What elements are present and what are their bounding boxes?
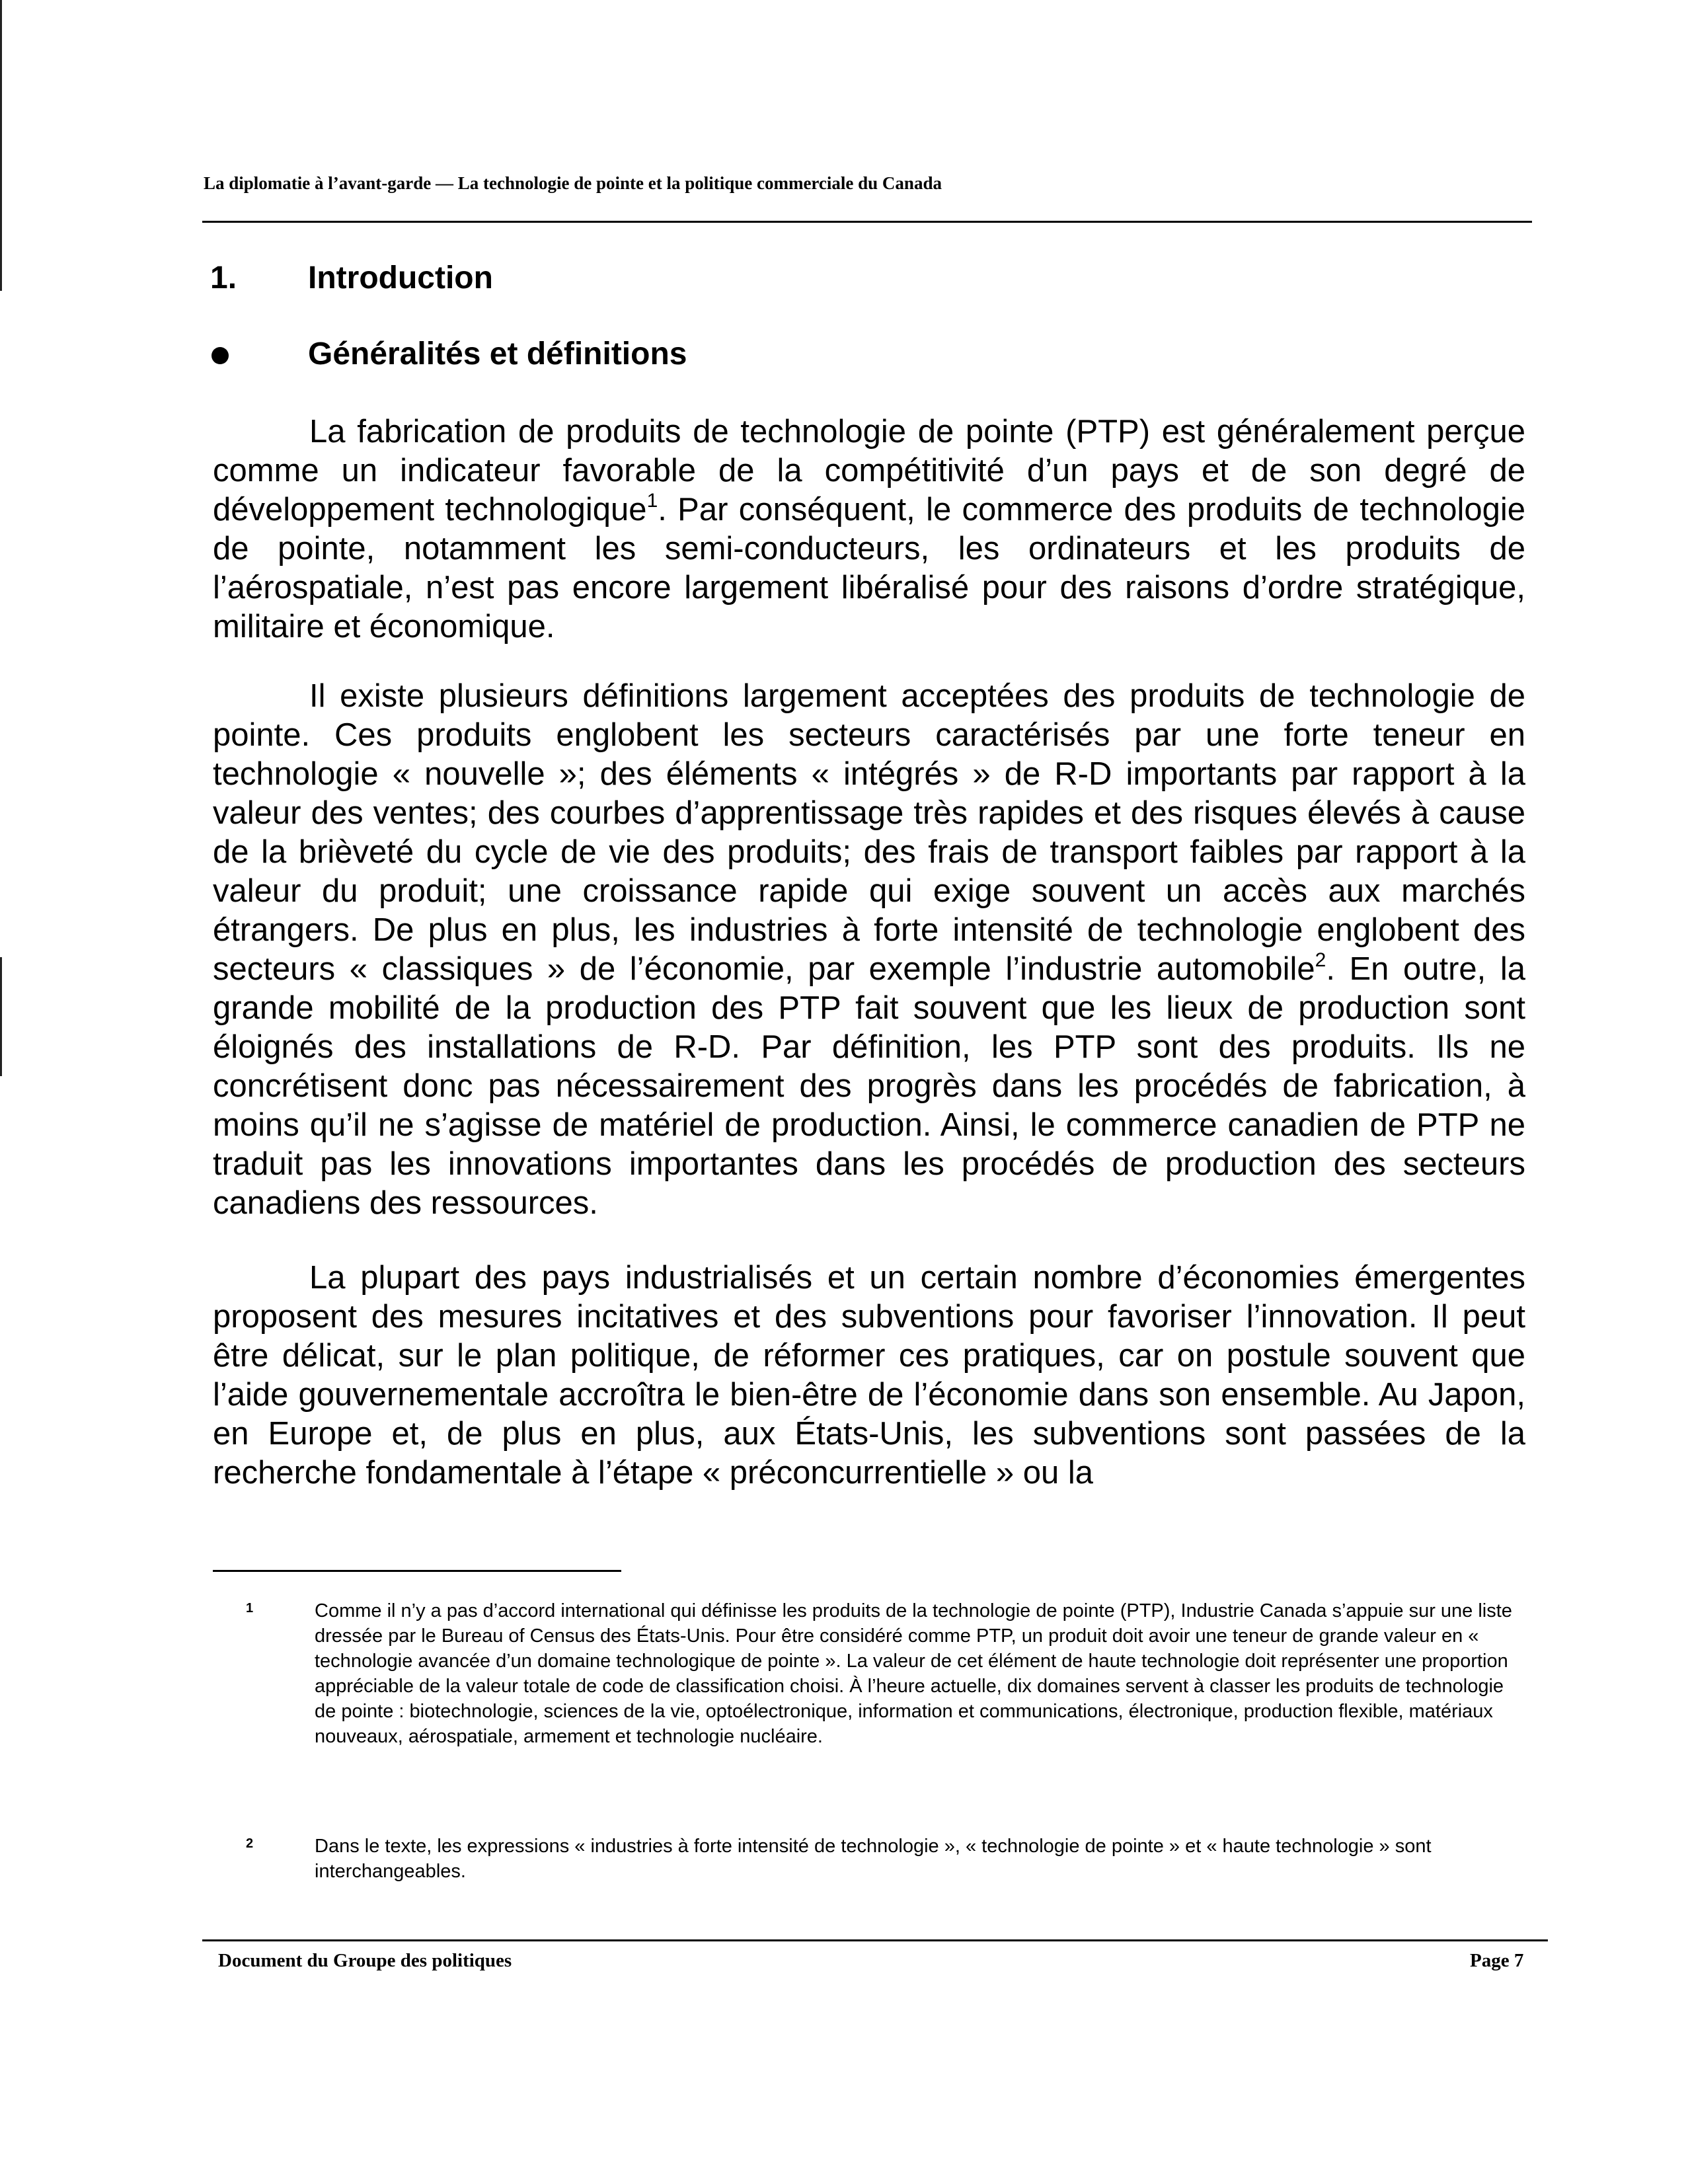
section-number: 1. <box>210 260 237 295</box>
footnote-marker: 1 <box>246 1601 254 1616</box>
footnote-ref-2[interactable]: 2 <box>1315 949 1326 971</box>
scan-edge-mark <box>0 957 2 1076</box>
footer-divider <box>202 1939 1548 1941</box>
footnote-text: Dans le texte, les expressions « industries à forte intensité de technologie », « technologie de pointe » et « haute technologie » sont interchangeables. <box>315 1836 1432 1882</box>
footnote-1 <box>246 1598 1521 1749</box>
footnote-text: Comme il n’y a pas d’accord international qui définisse les produits de la technologie de pointe (PTP), Industrie Canada s’appuie sur une liste dressée par le Bureau of Census des États-Unis. Pour être considéré comme PTP, un produit doit avoir une teneur de grande valeur en « technologie avancée d’un domaine technologique de pointe ». La valeur de cet élément de haute technologie doit représenter une proportion appréciable de la valeur totale de code de classification choisi. À l’heure actuelle, dix domaines servent à classer les produits de technologie de pointe : biotechnologie, sciences de la vie, optoélectronique, information et communications, électronique, production flexible, matériaux nouveaux, aérospatiale, armement et technologie nucléaire. <box>315 1600 1512 1747</box>
page-number: Page 7 <box>1470 1950 1524 1971</box>
footnote-ref-1[interactable]: 1 <box>646 490 658 512</box>
paragraph-2-text-cont: . En outre, la grande mobilité de la production des PTP fait souvent que les lieux de production sont éloignés des installations de R-D. Par définition, les PTP sont des produits. Ils ne concrétisent donc pas nécessairement des progrès dans les procédés de fabrication, à moins qu’il ne s’agisse de matériel de production. Ainsi, le commerce canadien de PTP ne traduit pas les innovations importantes dans les procédés de production des secteurs canadiens des ressources. <box>213 951 1525 1221</box>
footer-document-label: Document du Groupe des politiques <box>218 1950 512 1971</box>
section-title: Introduction <box>308 260 493 295</box>
paragraph-3: La plupart des pays industrialisés et un certain nombre d’économies émergentes proposent des mesures incitatives et des subventions pour favoriser l’innovation. Il peut être délicat, sur le plan politique, de réformer ces pratiques, car on postule souvent que l’aide gouvernementale accroîtra le bien-être de l’économie dans son ensemble. Au Japon, en Europe et, de plus en plus, aux États-Unis, les subventions sont passées de la recherche fondamentale à l’étape « préconcurrentielle » ou la <box>213 1260 1525 1491</box>
header-divider <box>202 221 1532 223</box>
subsection-heading <box>210 336 687 372</box>
subsection-title: Généralités et définitions <box>308 336 687 371</box>
paragraph-1-text-cont: . Par conséquent, le commerce des produits de technologie de pointe, notamment les semi-conducteurs, les ordinateurs et les produits de l’aérospatiale, n’est pas encore largement libéralisé pour des raisons d’ordre stratégique, militaire et économique. <box>213 492 1525 644</box>
paragraph-1 <box>213 412 1525 646</box>
bullet-icon <box>210 336 308 372</box>
paragraph-2 <box>213 677 1525 1223</box>
running-header: La diplomatie à l’avant-garde — La technologie de pointe et la politique commerciale du Canada <box>204 173 942 193</box>
footnote-divider <box>213 1570 621 1572</box>
paragraph-1-text: La fabrication de produits de technologie de pointe (PTP) est généralement perçue comme un indicateur favorable de la compétitivité d’un pays et de son degré de développement technologique <box>213 414 1525 527</box>
section-heading <box>210 260 493 296</box>
footnote-marker: 2 <box>246 1836 254 1851</box>
footnote-2 <box>246 1834 1521 1884</box>
scan-edge-mark <box>0 0 2 291</box>
paragraph-2-text: Il existe plusieurs définitions largement acceptées des produits de technologie de pointe. Ces produits englobent les secteurs caractérisés par une forte teneur en technologie « nouvelle »; des éléments « intégrés » de R-D importants par rapport à la valeur des ventes; des courbes d’apprentissage très rapides et des risques élevés à cause de la brièveté du cycle de vie des produits; des frais de transport faibles par rapport à la valeur du produit; une croissance rapide qui exige souvent un accès aux marchés étrangers. De plus en plus, les industries à forte intensité de technologie englobent des secteurs « classiques » de l’économie, par exemple l’industrie automobile <box>213 678 1525 987</box>
